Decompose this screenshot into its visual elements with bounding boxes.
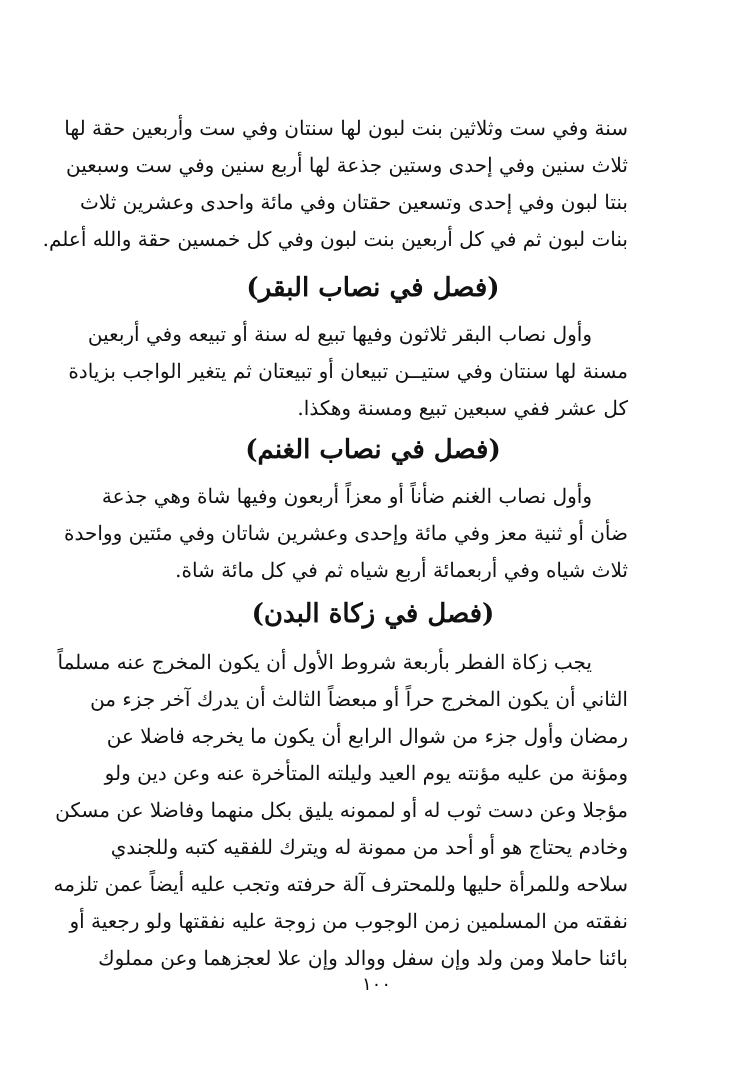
text-line: مسنة لها سنتان وفي ستيــن تبيعان أو تبيعتان ثم يتغير الواجب بزيادة [68, 359, 628, 383]
text-line: ثلاث سنين وفي إحدى وستين جذعة لها أربع سنين وفي ست وسبعين [65, 153, 628, 177]
text-line: الثاني أن يكون المخرج حراً أو مبعضاً الثالث أن يدرك آخر جزء من [90, 687, 628, 711]
intro-paragraph [42, 110, 628, 258]
text-line: سلاحه وللمرأة حليها وللمحترف آلة حرفته وتجب عليه أيضاً عمن تلزمه [53, 872, 628, 896]
text-line: بنتا لبون وفي إحدى وتسعين حقتان وفي مائة واحدى وعشرين ثلاث [80, 190, 628, 214]
text-line: بنات لبون ثم في كل أربعين بنت لبون وفي كل خمسين حقة والله أعلم. [42, 227, 628, 251]
text-line: نفقته من المسلمين زمن الوجوب من زوجة عليه نفقتها ولو رجعية أو [69, 909, 628, 933]
text-line: وخادم يحتاج هو أو أحد من ممونة له ويترك للفقيه كتبه وللجندي [110, 835, 628, 859]
text-line: وأول نصاب البقر ثلاثون وفيها تبيع له سنة أو تبيعه وفي أربعين [87, 322, 592, 346]
section-body [118, 592, 628, 636]
section-body-text [53, 644, 628, 977]
section-heading: (فصل في زكاة البدن) [251, 599, 495, 629]
section-sheep-body [64, 478, 628, 589]
text-line: سنة وفي ست وثلاثين بنت لبون لها سنتان وفي ست وأربعين حقة لها [64, 116, 628, 140]
text-line: رمضان وأول جزء من شوال الرابع أن يكون ما يخرجه فاضلا عن [106, 724, 628, 748]
text-line: ومؤنة من عليه مؤنته يوم العيد وليلته المتأخرة عنه وعن دين ولو [104, 761, 628, 785]
text-line: ضأن أو ثنية معز وفي مائة وإحدى وعشرين شاتان وفي مئتين وواحدة [64, 521, 628, 545]
section-cattle-body [68, 316, 628, 427]
text-line: يجب زكاة الفطر بأربعة شروط الأول أن يكون المخرج عنه مسلماً [57, 650, 592, 674]
section-heading: (فصل في نصاب البقر) [246, 273, 500, 303]
text-line: مؤجلا وعن دست ثوب له أو لممونه يليق بكل منهما وفاضلا عن مسكن [55, 798, 628, 822]
text-line: وأول نصاب الغنم ضأناً أو معزاً أربعون وفيها شاة وهي جذعة [101, 484, 592, 508]
section-cattle [118, 266, 628, 310]
text-line: كل عشر ففي سبعين تبيع ومسنة وهكذا. [297, 396, 628, 420]
section-heading: (فصل في نصاب الغنم) [245, 435, 501, 465]
text-line: بائنا حاملا ومن ولد وإن سفل ووالد وإن علا لعجزهما وعن مملوك [98, 946, 628, 970]
page-number: ١٠٠ [361, 974, 391, 995]
text-line: ثلاث شياه وفي أربعمائة أربع شياه ثم في كل مائة شاة. [175, 558, 628, 582]
section-sheep [118, 428, 628, 472]
